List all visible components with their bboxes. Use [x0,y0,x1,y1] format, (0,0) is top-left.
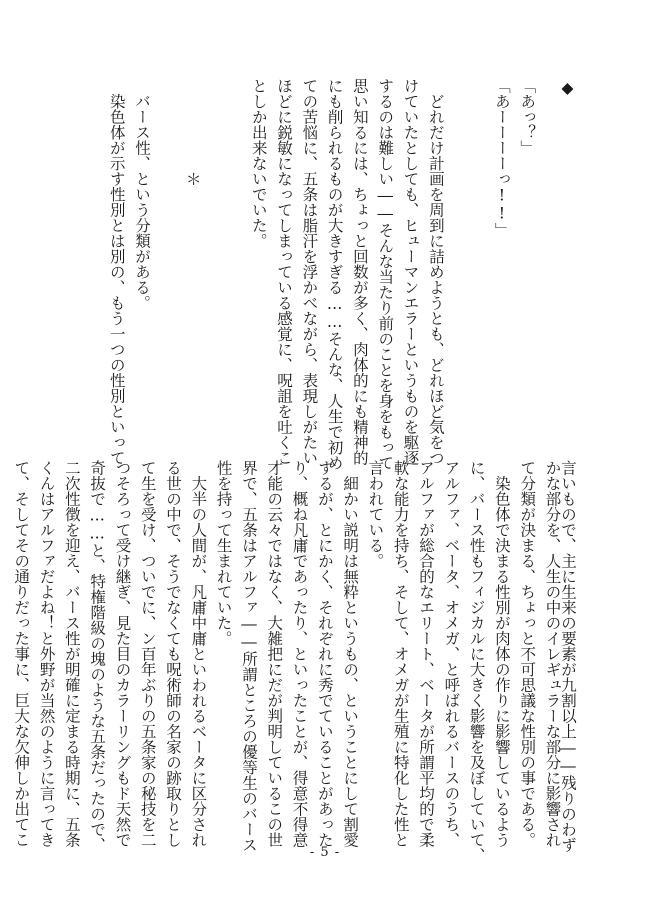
lower_block-text-line: くんはアルファだよね！と外野が当然のように言ってき [37,460,56,848]
upper_block-blank-line [159,78,175,413]
lower_block-text-line: 性を持って生まれていた。 [214,460,233,646]
lower_block-text-line: アルファが総合的なエリート、ベータが所謂平均的で柔 [417,460,436,848]
lower_block-text-line: 細かい説明は無粋というもの、ということにして割愛 [341,460,360,848]
lower_block-text-line: る世の中で、そうでなくても呪術師の名家の跡取りとし [164,460,183,848]
upper_block-text-line: けていたとしても、ヒューマンエラーというものを駆逐 [401,78,420,466]
lower_block-text-line: かな部分を、人生の中のイレギュラーな部分に影響され [543,460,562,848]
upper_block-text-line: するのは難しい――そんな当たり前のことを身をもって [376,78,395,471]
upper_block-blank-line [443,78,459,413]
upper_block-text-line: バース性、という分類がある。 [133,78,152,311]
page-number: - 5 - [309,845,341,860]
lower_block-text-line: 大半の人間が、凡庸中庸といわれるベータに区分され [189,460,208,848]
upper_block-text-line: 思い知るには、ちょっと回数が多く、肉体的にも精神的 [350,78,369,466]
lower_block-text-line: 軟な能力を持ち、そして、オメガが生殖に特化した性と [391,460,410,848]
lower_block-text-line: 言いもので、主に生来の要素が九割以上――残りのわず [559,460,577,853]
lower_block-text-line: つそろって受け継ぎ、見た目のカラーリングもド天然で [113,460,132,848]
upper_block-text-line: にも削られるものが大きすぎる……そんな、人生で初め [325,78,344,471]
lower_block-text-line: 染色体で決まる性別が肉体の作りに影響しているよう [492,460,511,848]
upper_block-text-line: どれだけ計画を周到に詰めようとも、どれほど気をつ [426,78,445,466]
lower_block-text-line: て生を受け、ついでに、ン百年ぶりの五条家の秘技を二 [138,460,157,848]
lower_block-text-line: て分類が決まる、ちょっと不可思議な性別の事である。 [518,460,537,848]
upper_block-text-line: 染色体が示す性別とは別の、もう一つの性別といって [107,78,126,466]
upper_block-blank-line [225,78,241,413]
lower-text-block [3,460,577,863]
lower_block-text-line: て、そしてその通りだった事に、巨大な欠伸しか出てこ [12,460,31,848]
upper_block-text-line: としか出来ないでいた。 [249,78,268,249]
lower_block-text-line: 二次性徴を迎え、バース性が明確に定まる時期に、五条 [62,460,81,848]
lower_block-text-line: 言われている。 [366,460,385,569]
lower_block-text-line: り、概ね凡庸であったり、といったことが、得意不得意 [290,460,309,848]
upper_block-text-line: 「あっ？」 [518,78,537,156]
upper_block-blank-line [200,78,216,413]
lower_block-text-line: 界で、五条はアルファ――所謂ところの優等生のバース [239,460,258,853]
lower_block-text-line: するが、とにかく、それぞれに秀でていることがあった [315,460,334,848]
upper_block-text-line: ＊ [183,78,202,187]
upper_block-text-line: ての苦悩に、五条は脂汗を浮かべながら、表現しがたい [300,78,319,466]
lower_block-text-line: に、バース性もフィジカルに大きく影響を及ぼしていて、 [467,460,486,863]
upper_block-text-line: ほどに鋭敏になってしまっている感覚に、呪詛を吐くこ [275,78,294,466]
lower_block-text-line: 奇抜で……と、特権階級の塊のような五条だったので、 [88,460,107,853]
upper_block-text-line: 「あーーーーっ!!」 [492,78,511,238]
lower_block-text-line: アルファ、ベータ、オメガ、と呼ばれるバースのうち、 [442,460,461,848]
lower_block-text-line: 才能の云々ではなく、大雑把にだが判明しているこの世 [265,460,284,848]
upper_block-text-line: ◆ [558,78,577,97]
upper_block-blank-line [468,78,484,413]
upper_block-blank-line [544,78,560,413]
upper-text-block [98,78,577,471]
